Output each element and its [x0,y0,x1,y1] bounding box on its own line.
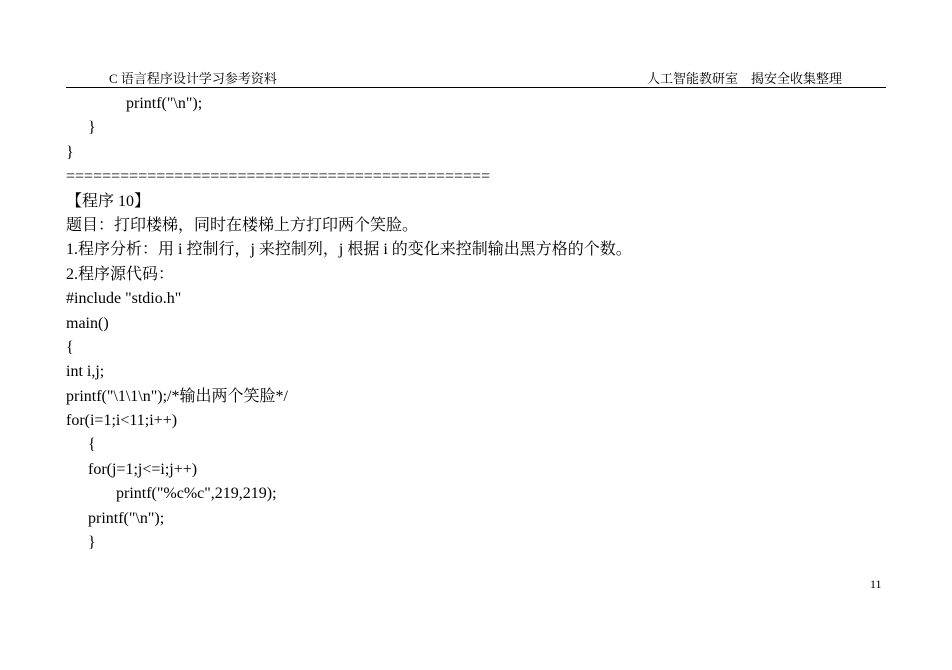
text-line: } [88,534,96,552]
text-line: for(j=1;j<=i;j++) [88,460,198,478]
text-line: { [88,436,96,454]
header-left-title: C 语言程序设计学习参考资料 [109,71,277,86]
text-line: main() [66,314,109,332]
text-line: printf("\1\1\n");/*输出两个笑脸*/ [66,387,288,405]
text-line: } [88,119,96,137]
text-line: for(i=1;i<11;i++) [66,412,178,430]
text-line: =============================================== [66,168,491,186]
text-line: printf("\n"); [126,95,203,112]
text-line: } [66,143,74,161]
document-body [66,92,886,555]
text-line: 题目：打印楼梯，同时在楼梯上方打印两个笑脸。 [66,216,419,234]
text-line: #include "stdio.h" [66,290,182,308]
text-line: printf("%c%c",219,219); [116,485,277,503]
page-number: 11 [870,577,882,591]
text-line: int i,j; [66,363,105,381]
header-rule [66,87,886,88]
text-line: printf("\n"); [88,509,165,527]
text-line: { [66,338,74,356]
header-right-credit: 人工智能教研室 揭安全收集整理 [646,71,842,86]
text-line: 2.程序源代码： [66,265,175,283]
text-line: 1.程序分析：用 i 控制行，j 来控制列，j 根据 i 的变化来控制输出黑方格的个数。 [66,241,632,259]
text-line: 【程序 10】 [66,192,151,210]
